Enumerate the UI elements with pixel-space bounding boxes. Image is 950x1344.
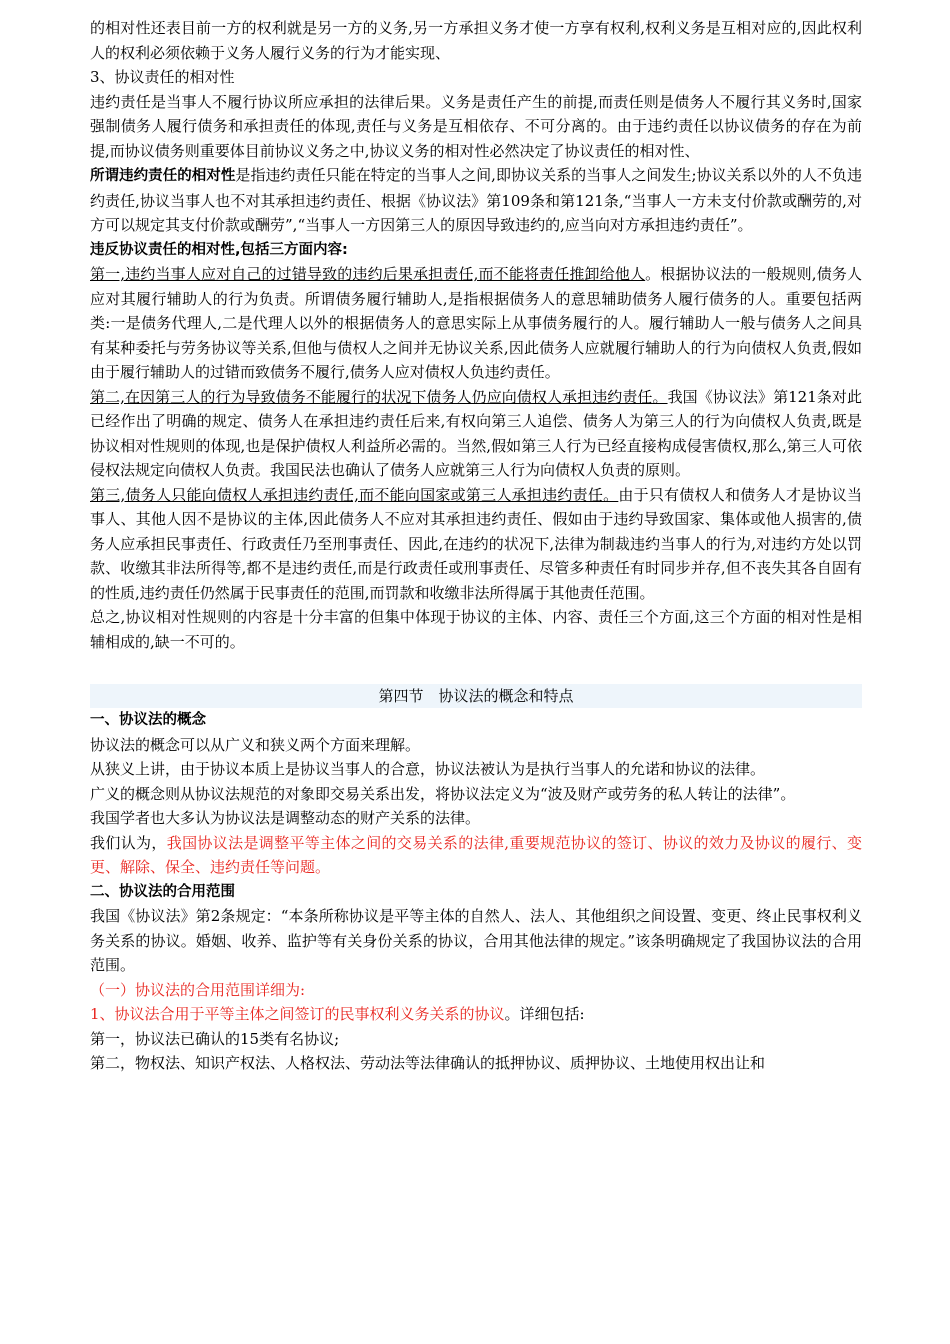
underlined-point: 第三,债务人只能向债权人承担违约责任,而不能向国家或第三人承担违约责任。 — [90, 485, 619, 504]
paragraph — [90, 831, 862, 880]
list-item-heading: 3、协议责任的相对性 — [90, 68, 235, 86]
paragraph-text: 。根据协议法的一般规则,债务人应对其履行辅助人的行为负责。所谓债务履行辅助人,是指根据债务人的意思辅助债务人履行债务的人。重要包括两类:一是债务代理人,二是代理人以外的根据债务人的意思实际上从事债务履行的人。履行辅助人一般与债务人之间具有某种委托与劳务协议等关系,但他与债权人之间并无协议关系,因此债务人应就履行辅助人的行为向债权人负责,假如由于履行辅助人的过错而致债务不履行,债务人应对债权人负违约责任。 — [90, 265, 862, 381]
paragraph — [90, 163, 862, 238]
paragraph — [90, 385, 862, 483]
bold-heading: 违反协议责任的相对性,包括三方面内容: — [90, 241, 348, 258]
paragraph — [90, 1002, 862, 1027]
paragraph-text: 。详细包括: — [504, 1005, 585, 1023]
paragraph: 广义的概念则从协议法规范的对象即交易关系出发，将协议法定义为“波及财产或劳务的私人转让的法律”。 — [90, 784, 796, 803]
paragraph: 协议法的概念可以从广义和狭义两个方面来理解。 — [90, 735, 421, 754]
underlined-point: 第一,违约当事人应对自己的过错导致的违约后果承担责任,而不能将责任推卸给他人 — [90, 265, 646, 283]
highlighted-definition: 我国协议法是调整平等主体之间的交易关系的法律,重要规范协议的签订、协议的效力及协议的履行、变更、解除、保全、违约责任等问题。 — [90, 833, 862, 876]
paragraph — [90, 262, 862, 385]
paragraph: 第二，物权法、知识产权法、人格权法、劳动法等法律确认的抵押协议、质押协议、土地使用权出让和 — [90, 1054, 766, 1072]
paragraph: 从狭义上讲，由于协议本质上是协议当事人的合意，协议法被认为是执行当事人的允诺和协议的法律。 — [90, 760, 766, 778]
paragraph-text: 我国《协议法》第121条对此已经作出了明确的规定、债务人在承担违约责任后来,有权向第三人追偿、债务人为第三人的行为向债权人负责,既是协议相对性规则的体现,也是保护债权人利益所必需的。当然,假如第三人行为已经直接构成侵害债权,那么,第三人可依侵权法规定向债权人负责。我国民法也确认了债务人应就第三人行为向债权人负责的原则。 — [90, 387, 862, 479]
underlined-point: 第二,在因第三人的行为导致债务不能履行的状况下债务人仍应向债权人承担违约责任。 — [90, 387, 668, 406]
paragraph: 违约责任是当事人不履行协议所应承担的法律后果。义务是责任产生的前提,而责任则是债务人不履行其义务时,国家强制债务人履行债务和承担责任的体现,责任与义务是互相依存、不可分离的。由于违约责任以协议债务的存在为前提,而协议债务则重要体目前协议义务之中,协议义务的相对性必然决定了协议责任的相对性、 — [90, 92, 862, 160]
paragraph — [90, 483, 862, 606]
bold-term: 所谓违约责任的相对性 — [90, 168, 236, 184]
section-heading: 一、协议法的概念 — [90, 712, 206, 728]
red-item: 1、协议法合用于平等主体之间签订的民事权利义务关系的协议 — [90, 1005, 505, 1023]
paragraph-text: 我们认为， — [90, 833, 167, 852]
paragraph: 我国《协议法》第2条规定：“本条所称协议是平等主体的自然人、法人、其他组织之间设置、变更、终止民事权利义务关系的协议。婚姻、收养、监护等有关身份关系的协议，合用其他法律的规定。”该条明确规定了我国协议法的合用范围。 — [90, 907, 862, 974]
paragraph-text: 由于只有债权人和债务人才是协议当事人、其他人因不是协议的主体,因此债务人不应对其承担违约责任、假如由于违约导致国家、集体或他人损害的,债务人应承担民事责任、行政责任乃至刑事责任、因此,在违约的状况下,法律为制裁违约当事人的行为,对违约方处以罚款、收缴其非法所得等,都不是违约责任,而是行政责任或刑事责任、尽管多种责任有时同步并存,但不丧失其各自固有的性质,违约责任仍然属于民事责任的范围,而罚款和收缴非法所得属于其他责任范围。 — [90, 485, 862, 602]
paragraph: 第一，协议法已确认的15类有名协议; — [90, 1029, 340, 1048]
section-heading: 二、协议法的合用范围 — [90, 883, 235, 900]
document-body — [90, 16, 862, 1076]
paragraph: 总之,协议相对性规则的内容是十分丰富的但集中体现于协议的主体、内容、责任三个方面,这三个方面的相对性是相辅相成的,缺一不可的。 — [90, 608, 862, 651]
paragraph: 的相对性还表目前一方的权利就是另一方的义务,另一方承担义务才使一方享有权利,权利义务是互相对应的,因此权利人的权利必须依赖于义务人履行义务的行为才能实现、 — [90, 19, 862, 62]
section-title: 第四节 协议法的概念和特点 — [90, 684, 862, 708]
paragraph-text: 是指违约责任只能在特定的当事人之间,即协议关系的当事人之间发生;协议关系以外的人不负违约责任,协议当事人也不对其承担违约责任、根据《协议法》第109条和第121条,“当事人一方未支付价款或酬劳的,对方可以规定其支付价款或酬劳”,“当事人一方因第三人的原因导致违约的,应当向对方承担违约责任”。 — [90, 166, 863, 234]
red-subheading: （一）协议法的合用范围详细为: — [90, 980, 306, 999]
paragraph: 我国学者也大多认为协议法是调整动态的财产关系的法律。 — [90, 809, 481, 827]
